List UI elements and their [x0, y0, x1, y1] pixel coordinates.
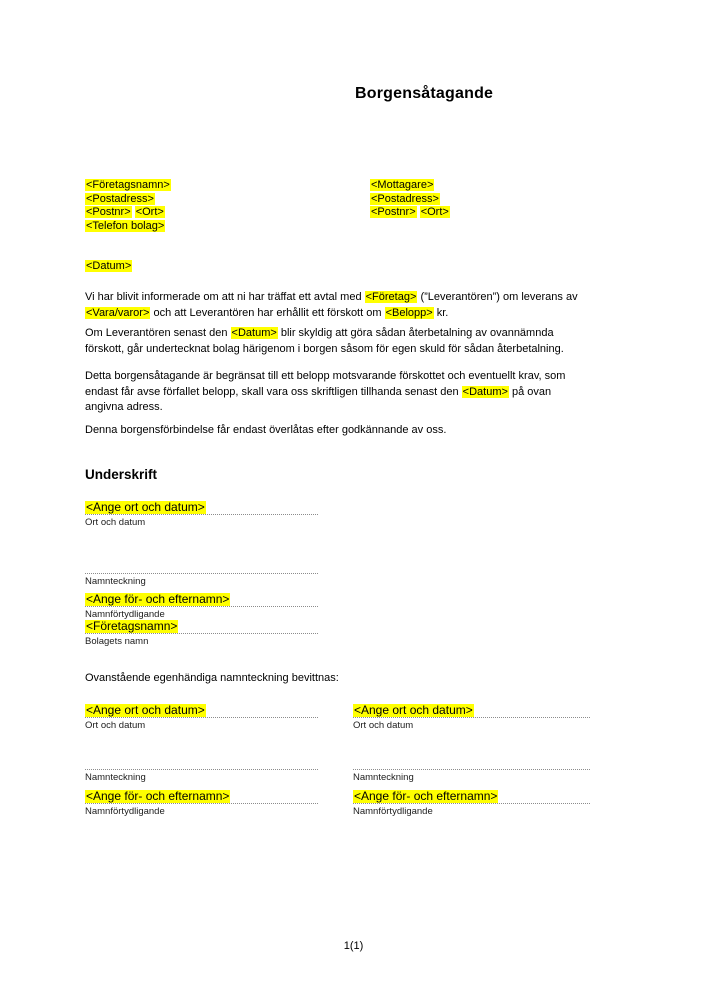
- placeholder-field[interactable]: <Postadress>: [371, 192, 439, 205]
- signature-line: [353, 787, 590, 804]
- body-paragraph-1: [85, 290, 675, 321]
- page-number: 1(1): [343, 940, 364, 952]
- date-line: [85, 260, 132, 274]
- signature-field-bolagets-namn: [85, 617, 318, 647]
- signature-field-namnteckning: [85, 557, 318, 587]
- signature-line[interactable]: [353, 753, 590, 770]
- placeholder-field[interactable]: <Företagsnamn>: [86, 619, 178, 633]
- placeholder-field[interactable]: <Postadress>: [86, 192, 154, 205]
- placeholder-field[interactable]: <Datum>: [462, 385, 508, 398]
- sender-postal-line: [85, 206, 171, 220]
- text-segment: Om Leverantören senast den: [85, 327, 231, 339]
- placeholder-field[interactable]: <Ort>: [420, 206, 449, 218]
- sender-street-line: [85, 193, 171, 207]
- witness-right-field-namnteckning: [353, 753, 590, 783]
- placeholder-field[interactable]: <Ange ort och datum>: [86, 500, 205, 514]
- text-segment: endast får avse förfallet belopp, skall vara oss skriftligen tillhanda senast den: [85, 385, 462, 398]
- signature-line: [85, 787, 318, 804]
- placeholder-field[interactable]: <Företag>: [365, 291, 417, 303]
- document-title: Borgensåtagande: [355, 85, 494, 102]
- signature-line: [85, 617, 318, 634]
- placeholder-field[interactable]: <Postnr>: [371, 206, 416, 218]
- signature-line: [85, 498, 318, 515]
- placeholder-field[interactable]: <Ange ort och datum>: [354, 703, 473, 717]
- field-caption: Namnförtydligande: [85, 806, 165, 817]
- text-segment: kr.: [433, 306, 449, 319]
- signature-field-ort-och-datum: [85, 498, 318, 528]
- field-caption: Namnförtydligande: [85, 609, 165, 620]
- witness-left-field-namnfortydligande: [85, 787, 318, 817]
- text-segment: och att Leverantören har erhållit ett förskott om: [150, 306, 385, 319]
- recipient-address-block: [370, 179, 450, 220]
- text-segment: Vi har blivit informerade om att ni har träffat ett avtal med: [85, 291, 365, 303]
- text-segment: Denna borgensförbindelse får endast överlåtas efter godkännande av oss.: [85, 424, 447, 436]
- signature-line[interactable]: [85, 557, 318, 574]
- placeholder-field[interactable]: <Belopp>: [385, 306, 433, 319]
- placeholder-field[interactable]: <Ange för- och efternamn>: [354, 789, 498, 803]
- field-caption: Namnteckning: [353, 772, 414, 783]
- text-segment: på ovan: [508, 385, 552, 398]
- field-caption: Namnteckning: [85, 772, 146, 783]
- placeholder-field[interactable]: <Företagsnamn>: [86, 179, 170, 191]
- field-caption: Namnteckning: [85, 576, 146, 587]
- text-segment: Detta borgensåtagande är begränsat till ett belopp motsvarande förskottet och eventuellt krav, som: [85, 370, 566, 382]
- body-paragraph-4: [85, 423, 675, 439]
- signature-field-namnfortydligande: [85, 590, 318, 620]
- placeholder-field[interactable]: <Ange ort och datum>: [86, 703, 205, 717]
- recipient-name-line: [370, 179, 450, 193]
- signature-line: [353, 701, 590, 718]
- sender-company-line: [85, 179, 171, 193]
- signature-line: [85, 701, 318, 718]
- witness-intro: Ovanstående egenhändiga namnteckning bevittnas:: [85, 672, 339, 684]
- signature-line: [85, 590, 318, 607]
- placeholder-field[interactable]: <Datum>: [86, 260, 132, 272]
- recipient-postal-line: [370, 206, 450, 220]
- body-paragraph-2: [85, 326, 675, 357]
- text-segment: (”Leverantören”) om leverans av: [417, 291, 578, 303]
- witness-right-field-ort-och-datum: [353, 701, 590, 731]
- field-caption: Ort och datum: [85, 517, 146, 528]
- placeholder-field[interactable]: <Mottagare>: [371, 179, 434, 191]
- placeholder-field[interactable]: <Ange för- och efternamn>: [86, 592, 230, 606]
- placeholder-field[interactable]: <Vara/varor>: [86, 306, 150, 319]
- recipient-street-line: [370, 193, 450, 207]
- text-segment: blir skyldig att göra sådan återbetalning av ovannämnda: [277, 327, 554, 339]
- witness-left-field-namnteckning: [85, 753, 318, 783]
- body-paragraph-3: [85, 369, 675, 416]
- text-segment: angivna adress.: [85, 401, 163, 413]
- placeholder-field[interactable]: <Postnr>: [86, 206, 131, 218]
- field-caption: Bolagets namn: [85, 636, 149, 647]
- witness-left-field-ort-och-datum: [85, 701, 318, 731]
- sender-phone-line: [85, 220, 171, 234]
- placeholder-field[interactable]: <Ort>: [135, 206, 164, 218]
- field-caption: Ort och datum: [85, 720, 146, 731]
- placeholder-field[interactable]: <Datum>: [231, 327, 277, 339]
- field-caption: Ort och datum: [353, 720, 414, 731]
- placeholder-field[interactable]: <Ange för- och efternamn>: [86, 789, 230, 803]
- text-segment: förskott, går undertecknat bolag härigenom i borgen såsom för egen skuld för sådan återbetalning.: [85, 342, 564, 355]
- signature-heading: Underskrift: [85, 467, 158, 482]
- sender-address-block: [85, 179, 171, 233]
- witness-right-field-namnfortydligande: [353, 787, 590, 817]
- signature-line[interactable]: [85, 753, 318, 770]
- placeholder-field[interactable]: <Telefon bolag>: [86, 219, 165, 232]
- field-caption: Namnförtydligande: [353, 806, 433, 817]
